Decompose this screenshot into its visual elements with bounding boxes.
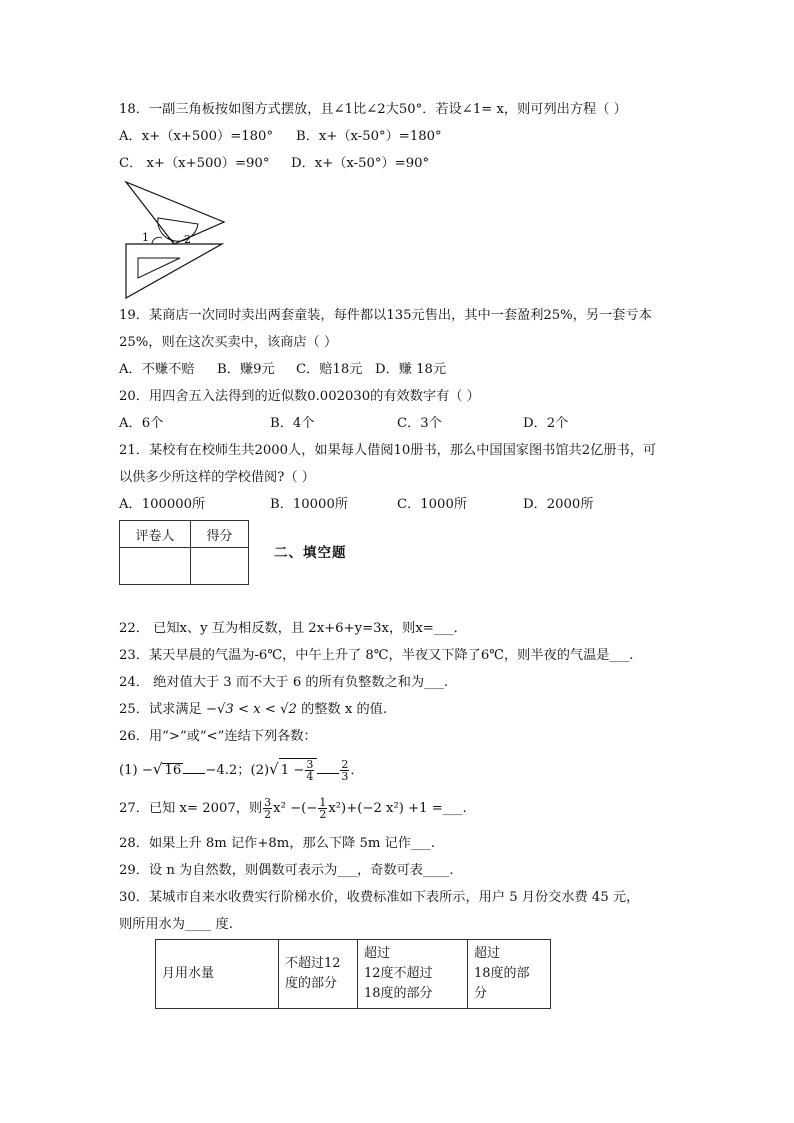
q26-fraction-3-4 — [305, 759, 314, 782]
q26-blank-1[interactable] — [183, 761, 205, 774]
fraction-numerator: 3 — [306, 758, 314, 771]
q27-fraction-3-2 — [263, 797, 272, 820]
fraction-numerator: 3 — [264, 796, 272, 809]
fraction-numerator: 1 — [319, 796, 327, 809]
sqrt-sign-icon: √ — [269, 760, 279, 778]
q27-expression — [119, 796, 467, 822]
q20-option-d: D．2个 — [523, 416, 569, 431]
q18-option-a: A．x+（x+500）=180° — [119, 129, 274, 144]
q26-expression — [119, 756, 364, 784]
q18-option-d: D．x+（x-50°）=90° — [291, 156, 430, 171]
fraction-denominator: 2 — [264, 808, 272, 821]
water-table-usage-header: 月用水量 — [156, 940, 279, 1009]
q20-stem: 20．用四舍五入法得到的近似数0.002030的有效数字有（ ） — [119, 389, 480, 404]
score-table — [119, 520, 249, 585]
q27-mid1: x² −(− — [273, 801, 318, 816]
score-table-grader-cell[interactable] — [120, 548, 191, 585]
tier3-line3: 分 — [474, 986, 488, 1001]
score-table-score-cell[interactable] — [191, 548, 249, 585]
tier3-line1: 超过 — [474, 946, 501, 961]
q22-text: 22． 已知x、y 互为相反数，且 2x+6+y=3x，则x=___． — [119, 621, 467, 636]
q26-part2-one: 1 − — [280, 763, 305, 778]
q27-prefix: 27．已知 x= 2007，则 — [119, 801, 263, 816]
tier2-line2: 12度不超过 — [364, 966, 433, 981]
score-table-grader-header: 评卷人 — [120, 521, 191, 548]
water-table-tier2 — [358, 940, 468, 1009]
tier3-line2: 18度的部 — [474, 966, 530, 981]
q26-text: 26．用“>”或“<”连结下列各数： — [119, 729, 317, 744]
q21-option-a: A．100000所 — [119, 497, 206, 512]
q23-text: 23．某天早晨的气温为-6℃，中午上升了 8℃，半夜又下降了6℃，则半夜的气温是___. — [119, 648, 634, 663]
q19-stem-line2: 25%，则在这次买卖中，该商店（ ） — [119, 335, 338, 350]
q18-stem: 18．一副三角板按如图方式摆放，且∠1比∠2大50°．若设∠1= x，则可列出方程（ ） — [119, 102, 627, 117]
q25-suffix: 的整数 x 的值. — [301, 702, 388, 717]
q21-option-c: C．1000所 — [397, 497, 468, 512]
q27-mid2: x²)+(−2 x²) +1 =___. — [328, 801, 467, 816]
water-price-table — [155, 939, 551, 1009]
q26-part1-suffix: −4.2；(2) — [205, 763, 270, 778]
q26-tail: ． — [350, 763, 364, 778]
q20-option-c: C．3个 — [397, 416, 442, 431]
q20-option-b: B．4个 — [270, 416, 315, 431]
fraction-denominator: 4 — [306, 770, 314, 783]
q30-stem-line1: 30．某城市自来水收费实行阶梯水价，收费标准如下表所示，用户 5 月份交水费 45 元， — [119, 890, 640, 905]
q26-part2-radicand — [279, 758, 318, 782]
score-table-score-header: 得分 — [191, 521, 249, 548]
fraction-numerator: 2 — [341, 758, 349, 771]
triangle-rulers-figure — [118, 178, 230, 302]
q30-stem-line2: 则所用水为____ 度. — [119, 917, 233, 932]
q21-option-b: B．10000所 — [270, 497, 349, 512]
q19-option-c: C．赔18元 — [296, 362, 363, 377]
tier2-line3: 18度的部分 — [364, 986, 433, 1001]
q25-line — [119, 701, 387, 719]
q29-text: 29．设 n 为自然数，则偶数可表示为___，奇数可表____. — [119, 863, 454, 878]
q19-stem-line1: 19．某商店一次同时卖出两套童装，每件都以135元售出，其中一套盈利25%，另一套亏本 — [119, 308, 652, 323]
q19-option-b: B．赚9元 — [217, 362, 275, 377]
q26-fraction-2-3 — [340, 759, 349, 782]
tier2-line1: 超过 — [364, 946, 391, 961]
tier1-line1: 不超过12 — [285, 956, 341, 971]
q21-stem-line2: 以供多少所这样的学校借阅?（ ） — [119, 470, 315, 485]
q21-option-d: D．2000所 — [523, 497, 594, 512]
water-table-tier1 — [279, 940, 358, 1009]
q26-blank-2[interactable] — [317, 761, 339, 774]
fraction-denominator: 3 — [341, 770, 349, 783]
angle-1-label: 1 — [142, 231, 149, 244]
q26-part1-prefix: (1) − — [119, 763, 153, 778]
q24-text: 24． 绝对值大于 3 而不大于 6 的所有负整数之和为___. — [119, 675, 449, 690]
q18-option-c: C． x+（x+500）=90° — [119, 156, 270, 171]
q19-option-a: A．不赚不赔 — [119, 362, 195, 377]
q25-inequality: −√3 < x < √2 — [205, 702, 297, 717]
q19-option-d: D．赚 18元 — [375, 362, 447, 377]
q26-part1-radicand: 16 — [164, 763, 182, 778]
q20-option-a: A．6个 — [119, 416, 164, 431]
sqrt-sign-icon: √ — [152, 760, 163, 778]
fraction-denominator: 2 — [319, 808, 327, 821]
angle-2-label: 2 — [184, 233, 191, 246]
q18-option-b: B．x+（x-50°）=180° — [296, 129, 442, 144]
tier1-line2: 度的部分 — [285, 976, 338, 991]
q27-fraction-1-2 — [318, 797, 327, 820]
q21-stem-line1: 21．某校有在校师生共2000人，如果每人借阅10册书，那么中国国家图书馆共2亿册书，可 — [119, 443, 657, 458]
q28-text: 28．如果上升 8m 记作+8m，那么下降 5m 记作___. — [119, 836, 435, 851]
q25-prefix: 25．试求满足 — [119, 702, 202, 717]
water-table-tier3 — [468, 940, 551, 1009]
section-title: 二、填空题 — [274, 545, 347, 561]
